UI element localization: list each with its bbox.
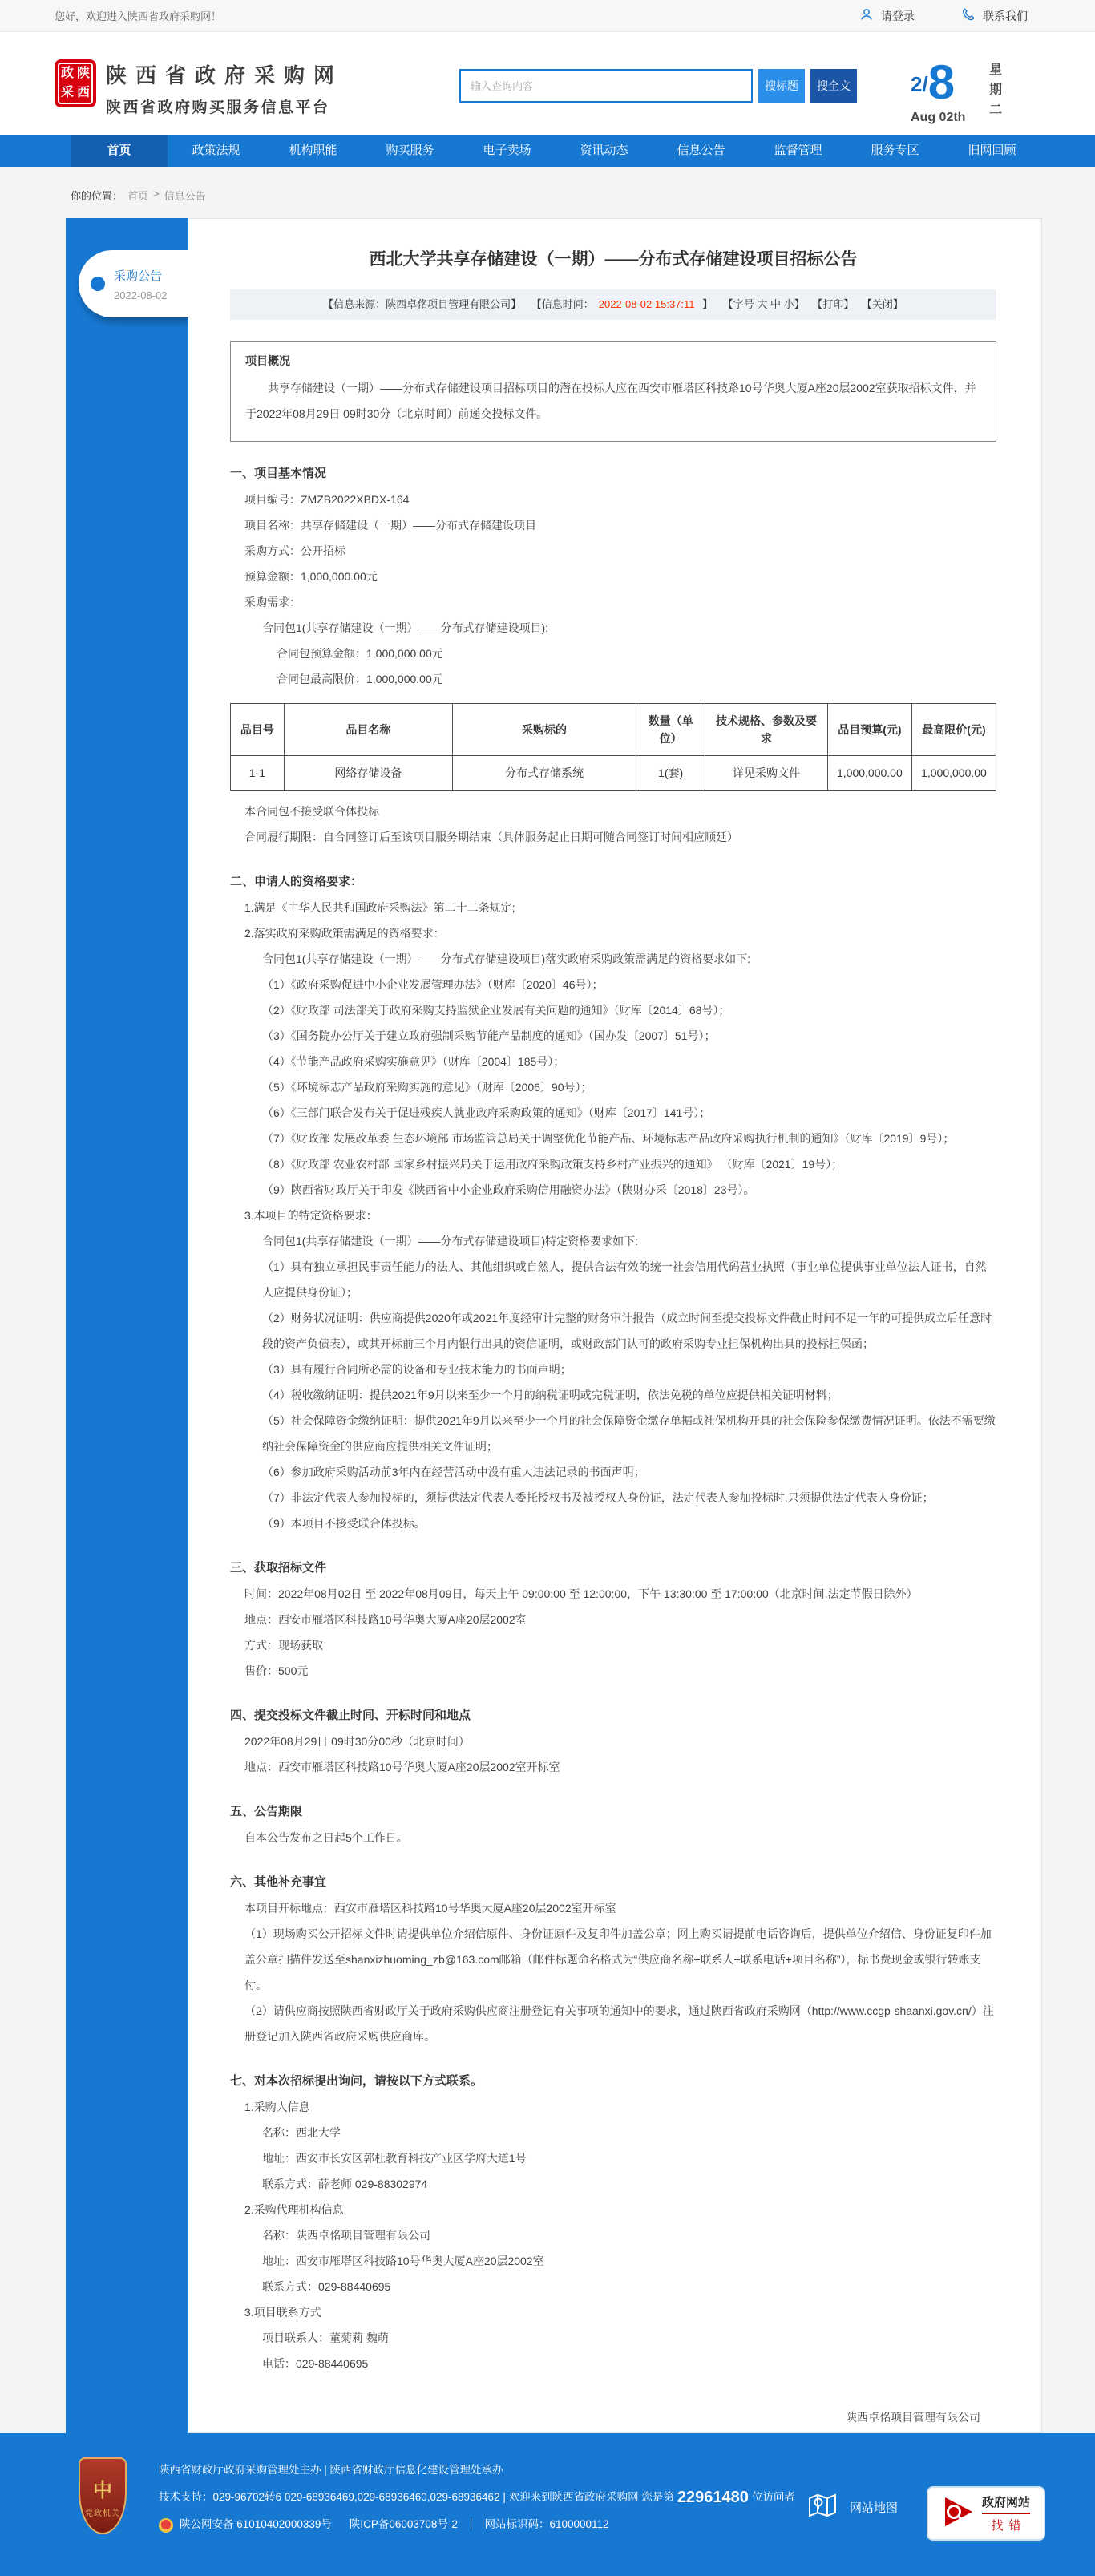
announcement-sections: [230, 461, 996, 2376]
party-gov-emblem-icon: 中 党政机关: [79, 2457, 127, 2534]
section-heading: 六、其他补充事宜: [230, 1875, 327, 1889]
breadcrumb-label: 你的位置：: [71, 190, 123, 202]
section-line: （3）《国务院办公厅关于建立政府强制采购节能产品制度的通知》（国办发〔2007〕51号）；: [262, 1029, 716, 1042]
items-table: [230, 703, 996, 791]
footer-text: [159, 2462, 795, 2544]
info-source: 【信息来源：陕西卓佲项目管理有限公司】: [323, 298, 522, 310]
police-badge-icon: [159, 2518, 173, 2533]
font-size-control[interactable]: 【字号 大 中 小】: [722, 298, 805, 310]
nav-item-6[interactable]: 资讯动态: [580, 144, 628, 157]
sidebar-category-label: 采购公告: [114, 269, 163, 283]
welcome-text: 您好，欢迎进入陕西省政府采购网！: [55, 10, 222, 22]
section-line: 方式：现场获取: [244, 1639, 323, 1652]
section-line: 项目名称：共享存储建设（一期）——分布式存储建设项目: [244, 519, 536, 532]
section-line: 3.本项目的特定资格要求：: [244, 1209, 378, 1222]
section-heading: 一、项目基本情况: [230, 467, 327, 480]
footer-support-line: 技术支持：029-96702转6 029-68936469,029-68936460,029-68936462 | 欢迎来到陕西省政府采购网 您是第 22961480 位访问者: [159, 2489, 795, 2507]
nav-item-1[interactable]: 首页: [71, 135, 168, 167]
section-heading: 二、申请人的资格要求：: [230, 875, 363, 888]
section: [230, 1799, 996, 1850]
error-report-logo-icon: [942, 2495, 976, 2533]
visitor-count: 22961480: [677, 2489, 749, 2507]
breadcrumb-home-link[interactable]: 首页: [127, 190, 149, 202]
table-cell: 详见采购文件: [705, 756, 828, 791]
icp-link[interactable]: 陕ICP备06003708号-2: [349, 2518, 458, 2531]
date-weekday: 星期二: [987, 63, 1001, 123]
section-line: （4）《节能产品政府采购实施意见》（财库〔2004〕185号）；: [262, 1055, 565, 1068]
info-timestamp: 2022-08-02 15:37:11: [598, 298, 695, 310]
section-line: 地址：西安市雁塔区科技路10号华奥大厦A座20层2002室: [262, 2255, 544, 2267]
section-line: （2）财务状况证明：供应商提供2020年或2021年度经审计完整的财务审计报告（成立时间至提交投标文件截止时间不足一年的可提供成立后任意时段的资产负债表），或其开标前三个月内银行出具的资信证明，或财政部门认可的政府采购专业担保机构出具的投标担保函；: [262, 1312, 992, 1350]
section-line: 采购需求：: [244, 596, 301, 609]
search-input[interactable]: [459, 69, 753, 103]
signature-company: 陕西卓佲项目管理有限公司: [846, 2411, 980, 2424]
section-line: （3）具有履行合同所必需的设备和专业技术能力的书面声明；: [262, 1363, 572, 1376]
section-line: （2）请供应商按照陕西省财政厅关于政府采购供应商注册登记有关事项的通知中的要求，通过陕西省政府采购网（http://www.ccgp-shaanxi.gov.cn/）注册登记加入陕西省政府采购供应商库。: [244, 2004, 994, 2043]
site-footer: [0, 2433, 1095, 2576]
section-line: （5）《环境标志产品政府采购实施的意见》（财库〔2006〕90号）；: [262, 1081, 592, 1094]
nav-item-2[interactable]: 政策法规: [192, 144, 240, 157]
section: [230, 461, 996, 850]
project-overview-box: [230, 341, 996, 442]
topbar-links: [859, 7, 1028, 24]
section-line: 合同包1(共享存储建设（一期）——分布式存储建设项目)落实政府采购政策需满足的资格要求如下:: [262, 952, 750, 965]
nav-item-7[interactable]: 信息公告: [677, 144, 725, 157]
table-cell: 1(套): [636, 756, 705, 791]
table-row: [231, 756, 996, 791]
section-line: 合同包1(共享存储建设（一期）——分布式存储建设项目)特定资格要求如下:: [262, 1235, 638, 1248]
overview-heading: 项目概况: [245, 354, 290, 367]
section: [230, 1870, 996, 2049]
section-line: 地点：西安市雁塔区科技路10号华奥大厦A座20层2002室开标室: [244, 1761, 560, 1773]
contact-link[interactable]: 联系我们: [961, 7, 1028, 24]
section-line: 地址：西安市长安区郭杜教育科技产业区学府大道1号: [262, 2152, 527, 2165]
nav-item-10[interactable]: 旧网回顾: [968, 144, 1016, 157]
section-line: 采购方式：公开招标: [244, 544, 345, 557]
bullet-dot-icon: [91, 277, 105, 291]
announcement-panel: [188, 218, 1042, 2433]
phone-icon: [961, 7, 976, 24]
section-line: （8）《财政部 农业农村部 国家乡村振兴局关于运用政府采购政策支持乡村产业振兴的通知》 （财库〔2021〕19号）；: [262, 1158, 843, 1171]
section-line: （2）《财政部 司法部关于政府采购支持监狱企业发展有关问题的通知》（财库〔2014〕68号）；: [262, 1004, 730, 1017]
section-line: 时间：2022年08月02日 至 2022年08月09日，每天上午 09:00:00 至 12:00:00，下午 13:30:00 至 17:00:00（北京时间,法定节假日除外）: [244, 1587, 918, 1600]
section-line: 1.采购人信息: [244, 2101, 310, 2113]
date-widget: [911, 55, 1003, 125]
sidebar-item-purchase-announcement[interactable]: [79, 250, 188, 317]
section-line: （7）非法定代表人参加投标的，须提供法定代表人委托授权书及被授权人身份证，法定代表人参加投标时,只须提供法定代表人身份证；: [262, 1491, 934, 1504]
left-sidebar: [66, 218, 188, 2433]
breadcrumb-separator: >: [153, 188, 160, 200]
section-heading: 五、公告期限: [230, 1805, 303, 1818]
seal-logo-icon: 政 陕 采 西: [58, 63, 93, 104]
section-line: 预算金额：1,000,000.00元: [244, 570, 378, 583]
nav-item-9[interactable]: 服务专区: [871, 144, 919, 157]
site-header: [0, 32, 1095, 135]
section-line: 2.落实政府采购政策需满足的资格要求：: [244, 927, 445, 940]
search-fulltext-button[interactable]: 搜全文: [810, 69, 857, 103]
section-line: （1）《政府采购促进中小企业发展管理办法》（财库〔2020〕46号）；: [262, 978, 604, 991]
nav-item-8[interactable]: 监督管理: [774, 144, 822, 157]
section-line: 名称：西北大学: [262, 2126, 341, 2139]
table-header-cell: 采购标的: [452, 704, 636, 756]
section-line: 自本公告发布之日起5个工作日。: [244, 1831, 408, 1844]
nav-item-4[interactable]: 购买服务: [386, 144, 434, 157]
search-bar: [459, 69, 857, 103]
section: [230, 1703, 996, 1780]
user-icon: [859, 7, 874, 24]
section-line: 地点：西安市雁塔区科技路10号华奥大厦A座20层2002室: [244, 1613, 527, 1626]
table-cell: 1,000,000.00: [911, 756, 996, 791]
table-header-cell: 品目名称: [284, 704, 452, 756]
overview-body: 共享存储建设（一期）——分布式存储建设项目招标项目的潜在投标人应在西安市雁塔区科技路10号华奥大厦A座20层2002室获取招标文件，并于2022年08月29日 09时30分（北京时间）前递交投标文件。: [245, 382, 976, 420]
section-line: 项目联系人：董菊莉 魏萌: [262, 2331, 389, 2344]
table-header-cell: 品目预算(元): [827, 704, 911, 756]
section-line: 联系方式：薛老师 029-88302974: [262, 2178, 428, 2190]
section-line: 本合同包不接受联合体投标: [244, 805, 379, 818]
date-day: 8: [927, 55, 956, 109]
main-nav: [0, 135, 1095, 167]
section: [230, 869, 996, 1536]
section-line: 名称：陕西卓佲项目管理有限公司: [262, 2229, 430, 2242]
section-line: （1）具有独立承担民事责任能力的法人、其他组织或自然人，提供合法有效的统一社会信用代码营业执照（事业单位提供事业单位法人证书，自然人应提供身份证）；: [262, 1260, 987, 1299]
footer-beian-line: 陕公网安备 61010402000339号 陕ICP备06003708号-2 ｜ 网站标识码：6100000112: [159, 2517, 795, 2533]
section-line: 2022年08月29日 09时30分00秒（北京时间）: [244, 1735, 470, 1748]
date-month: 2/: [911, 72, 928, 96]
section-line: 2.采购代理机构信息: [244, 2203, 344, 2216]
section-line: （9）本项目不接受联合体投标。: [262, 1517, 426, 1530]
section-line: （6）参加政府采购活动前3年内在经营活动中没有重大违法记录的书面声明；: [262, 1466, 645, 1478]
close-button[interactable]: 【关闭】: [861, 298, 903, 310]
nav-item-5[interactable]: 电子卖场: [483, 144, 531, 157]
table-header-cell: 技术规格、参数及要求: [705, 704, 828, 756]
section-line: （4）税收缴纳证明：提供2021年9月以来至少一个月的纳税证明或完税证明，依法免税的单位应提供相关证明材料；: [262, 1389, 838, 1401]
section-line: 电话：029-88440695: [262, 2357, 369, 2370]
section-line: （9）陕西省财政厅关于印发《陕西省中小企业政府采购信用融资办法》（陕财办采〔2018〕23号）。: [262, 1183, 755, 1196]
section-line: （1）现场购买公开招标文件时请提供单位介绍信原件、身份证原件及复印件加盖公章；网上购买请提前电话咨询后，提供单位介绍信、身份证复印件加盖公章扫描件发送至shanxizhuoming_zb@163.com邮箱（邮件标题命名格式为“供应商名称+联系人+联系电话+项目名称”），标书费现金或银行转账支付。: [244, 1927, 992, 1992]
login-link[interactable]: 请登录: [859, 7, 915, 24]
table-header-cell: 最高限价(元): [911, 704, 996, 756]
section-heading: 七、对本次招标提出询问，请按以下方式联系。: [230, 2074, 483, 2088]
section-heading: 三、获取招标文件: [230, 1561, 327, 1575]
section-line: 联系方式：029-88440695: [262, 2280, 391, 2293]
table-cell: 1,000,000.00: [827, 756, 911, 791]
section-line: （6）《三部门联合发布关于促进残疾人就业政府采购政策的通知》（财库〔2017〕141号）；: [262, 1106, 711, 1119]
page-title: 西北大学共享存储建设（一期）——分布式存储建设项目招标公告: [369, 250, 858, 269]
main-area: [66, 218, 1042, 2433]
print-button[interactable]: 【打印】: [812, 298, 855, 310]
table-cell: 分布式存储系统: [452, 756, 636, 791]
section-line: 合同包最高限价：1,000,000.00元: [277, 673, 443, 685]
section-line: 合同包预算金额：1,000,000.00元: [277, 647, 443, 660]
info-time: 【信息时间： 2022-08-02 15:37:11 】: [531, 298, 713, 310]
gov-site-error-report-badge[interactable]: 政府网站 找错: [927, 2486, 1045, 2541]
table-cell: 1-1: [231, 756, 285, 791]
nav-item-3[interactable]: 机构职能: [289, 144, 337, 157]
table-cell: 网络存储设备: [284, 756, 452, 791]
section-line: 合同包1(共享存储建设（一期）——分布式存储建设项目):: [262, 621, 548, 634]
section: [230, 2068, 996, 2376]
sitemap-link[interactable]: 网站地图: [808, 2493, 898, 2521]
section-heading: 四、提交投标文件截止时间、开标时间和地点: [230, 1709, 471, 1722]
site-name: 陕西省政府采购网: [106, 63, 344, 87]
search-title-button[interactable]: 搜标题: [758, 69, 805, 103]
section-line: 1.满足《中华人民共和国政府采购法》第二十二条规定;: [244, 901, 515, 914]
site-logo[interactable]: [55, 59, 96, 107]
site-code: 网站标识码：6100000112: [484, 2518, 609, 2531]
breadcrumb: [0, 167, 1095, 218]
section-line: 项目编号：ZMZB2022XBDX-164: [244, 493, 410, 506]
section-line: （7）《财政部 发展改革委 生态环境部 市场监管总局关于调整优化节能产品、环境标志产品政府采购执行机制的通知》（财库〔2019〕9号）；: [262, 1132, 955, 1145]
site-titles: [106, 59, 343, 117]
sidebar-category-date: 2022-08-02: [114, 289, 168, 301]
section-line: 合同履行期限：自合同签订后至该项目服务期结束（具体服务起止日期可随合同签订时间相应顺延）: [244, 831, 738, 843]
section: [230, 1555, 996, 1684]
section-line: （5）社会保障资金缴纳证明：提供2021年9月以来至少一个月的社会保障资金缴存单据或社保机构开具的社会保险参保缴费情况证明。依法不需要缴纳社会保障资金的供应商应提供相关文件证明；: [262, 1414, 996, 1453]
footer-organizer-line: 陕西省财政厅政府采购管理处主办 | 陕西省财政厅信息化建设管理处承办: [159, 2464, 503, 2476]
map-icon: [808, 2493, 837, 2521]
table-header-cell: 品目号: [231, 704, 285, 756]
info-meta-bar: [230, 289, 996, 320]
top-bar: [0, 0, 1095, 32]
site-subtitle: 陕西省政府购买服务信息平台: [106, 99, 330, 116]
date-english: Aug 02th: [911, 111, 966, 124]
beian-link[interactable]: 陕公网安备 61010402000339号: [180, 2518, 332, 2531]
table-header-cell: 数量（单位）: [636, 704, 705, 756]
section-line: 售价：500元: [244, 1664, 309, 1677]
section-line: 本项目开标地点：西安市雁塔区科技路10号华奥大厦A座20层2002室开标室: [244, 1902, 616, 1915]
section-line: 3.项目联系方式: [244, 2306, 321, 2319]
breadcrumb-current[interactable]: 信息公告: [164, 190, 206, 202]
